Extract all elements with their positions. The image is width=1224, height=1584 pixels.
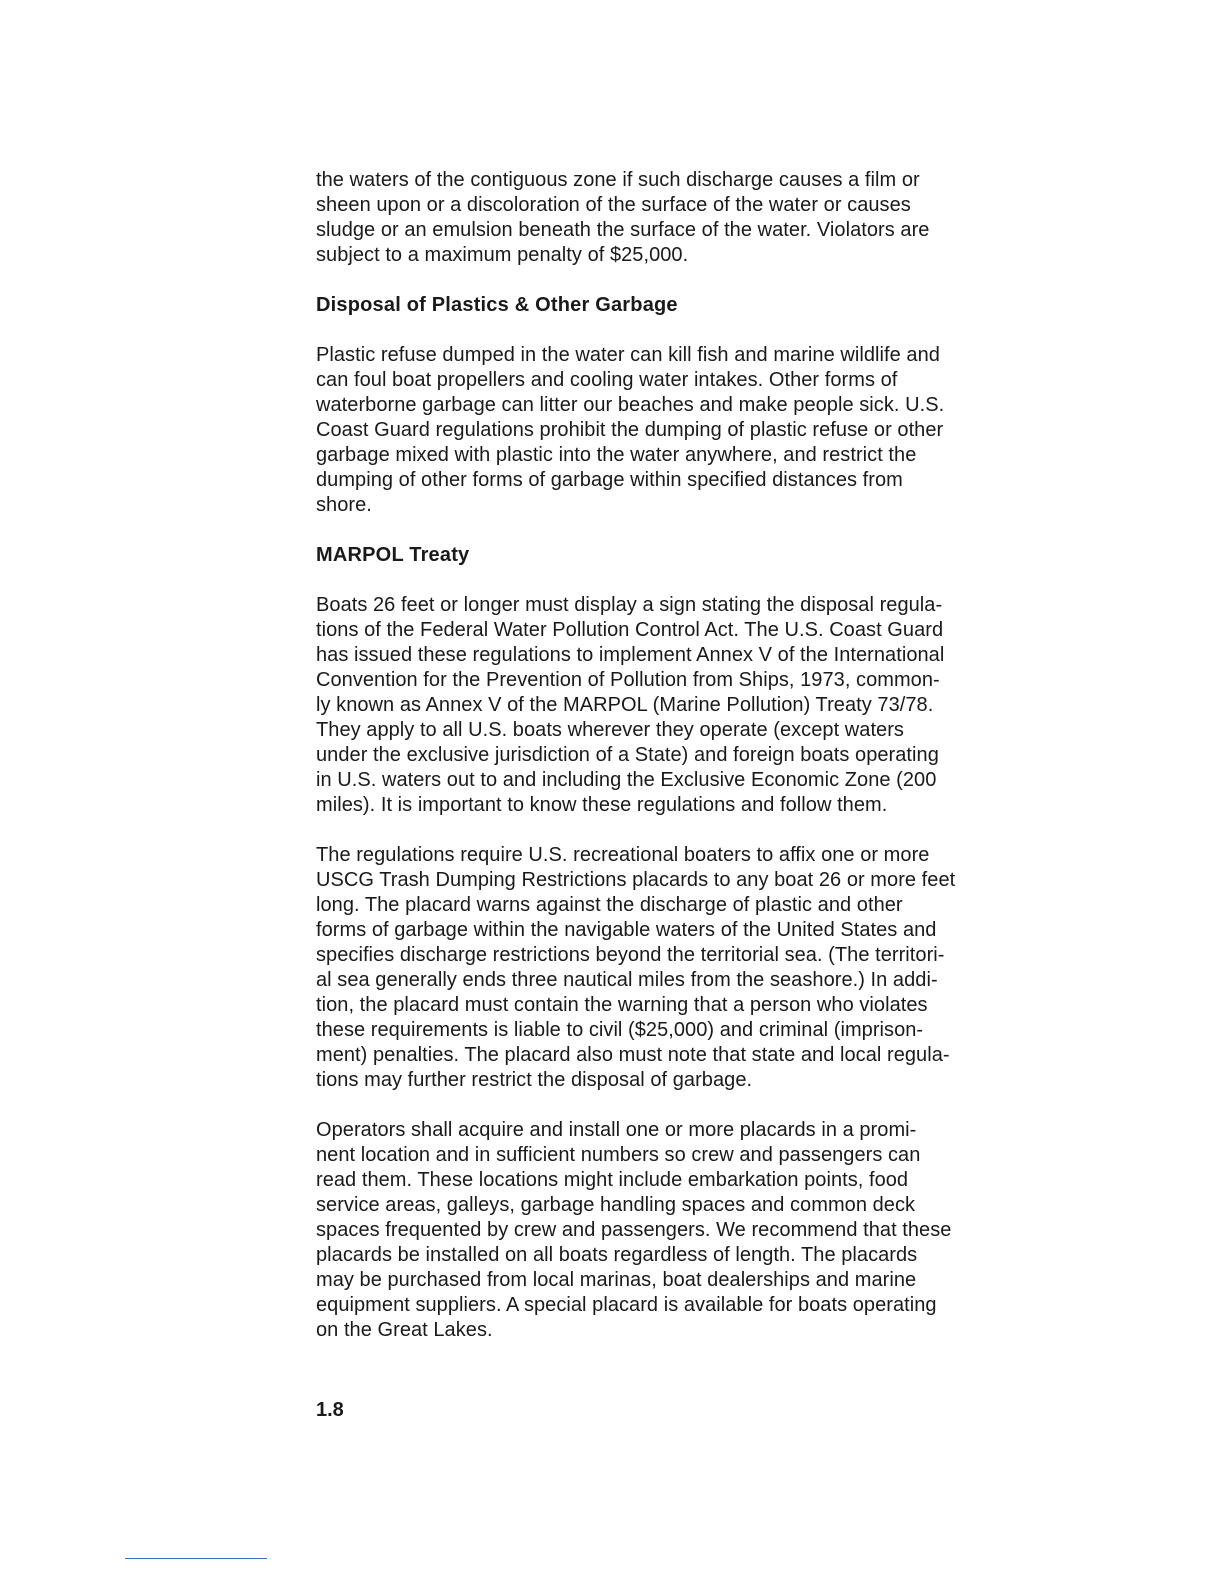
- marpol-paragraph-1: [316, 593, 1036, 818]
- footer-rule: [125, 1558, 267, 1559]
- text-line: ment) penalties. The placard also must note that state and local regula-: [316, 1044, 950, 1066]
- text-line: Coast Guard regulations prohibit the dumping of plastic refuse or other: [316, 419, 944, 441]
- section-heading-marpol: MARPOL Treaty: [316, 544, 470, 566]
- plastics-paragraph: [316, 343, 1036, 518]
- text-line: spaces frequented by crew and passengers. We recommend that these: [316, 1219, 952, 1241]
- text-line: al sea generally ends three nautical miles from the seashore.) In addi-: [316, 969, 938, 991]
- text-line: forms of garbage within the navigable waters of the United States and: [316, 919, 937, 941]
- text-line: garbage mixed with plastic into the water anywhere, and restrict the: [316, 444, 917, 466]
- section-heading-plastics: Disposal of Plastics & Other Garbage: [316, 294, 678, 316]
- text-line: in U.S. waters out to and including the Exclusive Economic Zone (200: [316, 769, 937, 791]
- text-line: miles). It is important to know these regulations and follow them.: [316, 794, 888, 816]
- intro-paragraph: [316, 168, 1036, 268]
- text-line: tions of the Federal Water Pollution Control Act. The U.S. Coast Guard: [316, 619, 944, 641]
- text-line: sludge or an emulsion beneath the surface of the water. Violators are: [316, 219, 930, 241]
- marpol-paragraph-2: [316, 843, 1036, 1093]
- text-line: shore.: [316, 494, 372, 516]
- text-line: long. The placard warns against the discharge of plastic and other: [316, 894, 903, 916]
- text-line: the waters of the contiguous zone if such discharge causes a film or: [316, 169, 920, 191]
- text-line: service areas, galleys, garbage handling spaces and common deck: [316, 1194, 916, 1216]
- text-line: waterborne garbage can litter our beaches and make people sick. U.S.: [316, 394, 945, 416]
- text-line: subject to a maximum penalty of $25,000.: [316, 244, 689, 266]
- text-line: under the exclusive jurisdiction of a State) and foreign boats operating: [316, 744, 939, 766]
- text-line: nent location and in sufficient numbers so crew and passengers can: [316, 1144, 921, 1166]
- text-line: sheen upon or a discoloration of the surface of the water or causes: [316, 194, 911, 216]
- text-line: Plastic refuse dumped in the water can kill fish and marine wildlife and: [316, 344, 940, 366]
- text-line: equipment suppliers. A special placard is available for boats operating: [316, 1294, 937, 1316]
- page-number: 1.8: [316, 1399, 344, 1421]
- text-line: placards be installed on all boats regardless of length. The placards: [316, 1244, 918, 1266]
- page-content: [316, 168, 1036, 1368]
- marpol-paragraph-3: [316, 1118, 1036, 1343]
- text-line: has issued these regulations to implement Annex V of the International: [316, 644, 945, 666]
- text-line: specifies discharge restrictions beyond the territorial sea. (The territori-: [316, 944, 945, 966]
- text-line: Operators shall acquire and install one or more placards in a promi-: [316, 1119, 917, 1141]
- text-line: Convention for the Prevention of Pollution from Ships, 1973, common-: [316, 669, 940, 691]
- text-line: tion, the placard must contain the warning that a person who violates: [316, 994, 928, 1016]
- text-line: can foul boat propellers and cooling water intakes. Other forms of: [316, 369, 898, 391]
- text-line: Boats 26 feet or longer must display a sign stating the disposal regula-: [316, 594, 943, 616]
- text-line: The regulations require U.S. recreational boaters to affix one or more: [316, 844, 930, 866]
- text-line: these requirements is liable to civil ($25,000) and criminal (imprison-: [316, 1019, 924, 1041]
- text-line: They apply to all U.S. boats wherever they operate (except waters: [316, 719, 904, 741]
- text-line: tions may further restrict the disposal of garbage.: [316, 1069, 753, 1091]
- text-line: on the Great Lakes.: [316, 1319, 493, 1341]
- text-line: USCG Trash Dumping Restrictions placards to any boat 26 or more feet: [316, 869, 956, 891]
- text-line: read them. These locations might include embarkation points, food: [316, 1169, 909, 1191]
- text-line: dumping of other forms of garbage within specified distances from: [316, 469, 903, 491]
- text-line: may be purchased from local marinas, boat dealerships and marine: [316, 1269, 917, 1291]
- text-line: ly known as Annex V of the MARPOL (Marine Pollution) Treaty 73/78.: [316, 694, 934, 716]
